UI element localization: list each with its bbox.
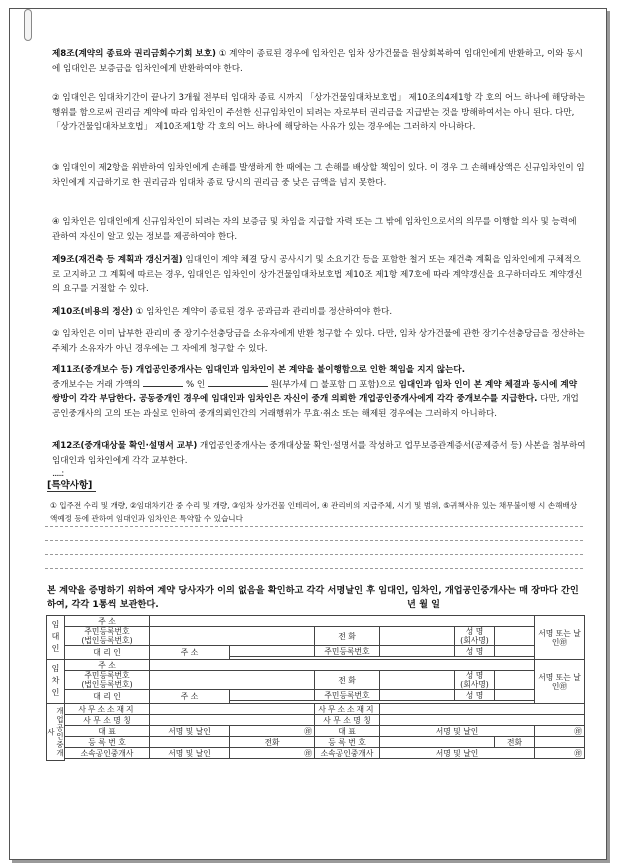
- tenant-label: 임차인: [47, 660, 65, 704]
- broker2-reg-value[interactable]: [380, 737, 495, 748]
- landlord-phone-label: 전 화: [315, 627, 380, 646]
- broker-label: 개업공인중개사: [47, 704, 65, 761]
- landlord-agent-label: 대 리 인: [65, 646, 150, 660]
- special-terms-title: [특약사항]: [47, 477, 96, 492]
- broker2-rep-label: 대 표: [315, 726, 380, 737]
- broker1-affiliated-seal: ㊞: [230, 748, 315, 759]
- article-10-p2: ② 임차인은 이미 납부한 관리비 중 장기수선충당금을 소유자에게 반환 청구할 수 있다. 다만, 임차 상가건물에 관한 장기수선충당금을 정산하는 주체가 소유자가 아닌 경우에는 그 자에게 청구할 수 있다.: [52, 329, 585, 354]
- broker2-office-name-value[interactable]: [380, 715, 585, 726]
- contract-page: [10, 9, 606, 859]
- landlord-agent-spacer: [230, 646, 315, 657]
- broker1-reg-label: 등 록 번 호: [65, 737, 150, 748]
- landlord-address-value[interactable]: [150, 616, 535, 627]
- broker1-office-addr-label: 사무소소재지: [65, 704, 150, 715]
- article-8-p1: 제8조(계약의 종료와 권리금회수기회 보호) ① 계약이 종료된 경우에 임차인은 임차 상가건물을 원상회복하여 임대인에게 반환하고, 이와 동시에 임대인은 보증금을 임차인에게 반환하여야 한다.: [52, 49, 583, 74]
- dots-marker: .....:: [52, 469, 64, 479]
- tenant-name-value[interactable]: [495, 671, 535, 690]
- landlord-agent-reg-value[interactable]: [380, 646, 455, 657]
- special-line-1: [45, 526, 583, 527]
- tenant-reg-value[interactable]: [150, 671, 315, 690]
- landlord-phone-value[interactable]: [380, 627, 455, 646]
- tenant-address-value[interactable]: [150, 660, 535, 671]
- broker2-tel-label: 전화: [495, 737, 535, 748]
- article-9: 제9조(재건축 등 계획과 갱신거절) 임대인이 계약 체결 당시 공사시기 및 소요기간 등을 포함한 철거 또는 재건축 계획을 임차인에게 구체적으로 고지하고 그 계획에 따르는 경우, 임대인은 임차인이 상가건물임대차보호법 제10조 제1항 제7호에 따라 계약갱신을 요구하더라도 계약갱신의 요구를 거절할 수 있다.: [52, 255, 583, 295]
- article-8-p2: ② 임대인은 임대차기간이 끝나기 3개월 전부터 임대차 종료 시까지 「상가건물임대차보호법」 제10조의4제1항 각 호의 어느 하나에 해당하는 행위를 함으로써 권리금 계약에 따라 임차인이 주선한 신규임차인이 되려는 자로부터 권리금을 지급받는 것을 방해하여서는 아니 된다. 다만, 「상가건물임대차보호법」 제10조제1항 각 호의 어느 하나에 해당하는 사유가 있는 경우에는 그러하지 아니하다.: [52, 93, 586, 133]
- special-line-4: [45, 568, 583, 569]
- signature-table: [46, 615, 585, 761]
- article-12: 제12조(중개대상물 확인·설명서 교부) 개업공인중개사는 중개대상물 확인·설명서를 작성하고 업무보증관계증서(공제증서 등) 사본을 첨부하여 임대인과 임차인에게 각각 교부한다.: [52, 441, 586, 466]
- broker2-rep-seal: ㊞: [535, 726, 585, 737]
- landlord-agent-reg-label: 주민등록번호: [315, 646, 380, 657]
- broker1-tel-label: 전화: [230, 737, 315, 748]
- broker2-office-addr-label: 사무소소재지: [315, 704, 380, 715]
- landlord-agent-name-label: 성 명: [455, 646, 495, 657]
- broker1-rep-sign: 서명 및 날인: [150, 726, 230, 737]
- broker2-affiliated-seal: ㊞: [535, 748, 585, 759]
- landlord-agent-address: 주 소: [150, 646, 230, 660]
- broker2-affiliated-label: 소속공인중개사: [315, 748, 380, 759]
- tenant-sign-seal: 서명 또는 날인㊞: [535, 660, 585, 704]
- broker1-office-addr-value[interactable]: [150, 704, 315, 715]
- article-8-p3: ③ 임대인이 제2항을 위반하여 임차인에게 손해를 발생하게 한 때에는 그 손해를 배상할 책임이 있다. 이 경우 그 손해배상액은 신규임차인이 임차인에게 지급하기로 한 권리금과 임대차 종료 당시의 권리금 중 낮은 금액을 넘지 못한다.: [52, 163, 585, 188]
- landlord-reg-value[interactable]: [150, 627, 315, 646]
- broker2-tel-value[interactable]: [535, 737, 585, 748]
- article-10-p1: 제10조(비용의 정산) ① 임차인은 계약이 종료된 경우 공과금과 관리비를 정산하여야 한다.: [52, 307, 393, 317]
- broker1-affiliated-label: 소속공인중개사: [65, 748, 150, 759]
- landlord-sign-seal: 서명 또는 날인㊞: [535, 616, 585, 660]
- signing-statement: 본 계약을 증명하기 위하여 계약 당사자가 이의 없음을 확인하고 각각 서명날인 후 임대인, 임차인, 개업공인중개사는 매 장마다 간인하여, 각각 1통씩 보관한다. 년 월 일: [47, 585, 579, 610]
- special-line-3: [45, 554, 583, 555]
- landlord-name-label: 성 명 (회사명): [455, 627, 495, 646]
- tenant-agent-name-label: 성 명: [455, 690, 495, 701]
- tenant-agent-reg-label: 주민등록번호: [315, 690, 380, 701]
- tenant-phone-value[interactable]: [380, 671, 455, 690]
- broker1-affiliated-sign: 서명 및 날인: [150, 748, 230, 759]
- tenant-address-label: 주 소: [65, 660, 150, 671]
- signing-date: 년 월 일: [407, 599, 441, 610]
- broker2-office-addr-value[interactable]: [380, 704, 585, 715]
- broker2-rep-sign: 서명 및 날인: [380, 726, 535, 737]
- broker1-rep-seal: ㊞: [230, 726, 315, 737]
- broker1-office-name-label: 사 무 소 명 칭: [65, 715, 150, 726]
- article-8-p4: ④ 임차인은 임대인에게 신규임차인이 되려는 자의 보증금 및 차임을 지급할 자력 또는 그 밖에 임차인으로서의 의무를 이행할 의사 및 능력에 관하여 자신이 알고 있는 정보를 제공하여야 한다.: [52, 217, 577, 242]
- landlord-reg-label: 주민등록번호 (법인등록번호): [65, 627, 150, 646]
- special-line-2: [45, 540, 583, 541]
- tenant-agent-label: 대 리 인: [65, 690, 150, 704]
- tenant-agent-spacer: [230, 690, 315, 701]
- special-terms-text: ① 입주전 수리 및 개량, ②임대차기간 중 수리 및 개량, ③임차 상가건물 인테리어, ④ 관리비의 지급주체, 시기 및 범위, ⑤귀책사유 있는 채무불이행 시 손해배상액예정 등에 관하여 임대인과 임차인은 특약할 수 있습니다: [50, 501, 578, 523]
- broker2-reg-label: 등 록 번 호: [315, 737, 380, 748]
- landlord-agent-name-value[interactable]: [495, 646, 535, 657]
- broker1-rep-label: 대 표: [65, 726, 150, 737]
- landlord-address-label: 주 소: [65, 616, 150, 627]
- landlord-name-value[interactable]: [495, 627, 535, 646]
- tenant-name-label: 성 명 (회사명): [455, 671, 495, 690]
- tenant-agent-name-value[interactable]: [495, 690, 535, 701]
- landlord-label: 임대인: [47, 616, 65, 660]
- broker2-office-name-label: 사 무 소 명 칭: [315, 715, 380, 726]
- broker1-office-name-value[interactable]: [150, 715, 315, 726]
- tenant-agent-address: 주 소: [150, 690, 230, 704]
- tenant-agent-reg-value[interactable]: [380, 690, 455, 701]
- article-11: 제11조(중개보수 등) 개업공인중개사는 임대인과 임차인이 본 계약을 불이행함으로 인한 책임을 지지 않는다. 중개보수는 거래 가액의 % 인 원(부가세 □ 불포함 □ 포함)으로 임대인과 임차 인이 본 계약 체결과 동시에 계약 쌍방이 각각 부담한다. 공동중개인 경우에 임대인과 임차인은 자신이 중개 의뢰한 개업공인중개사에게 각각 중개보수를 지급한다. 다만, 개업공인중개사의 고의 또는 과실로 인하여 중개의뢰인간의 거래행위가 무효·취소 또는 해제된 경우에는 그러하지 아니하다.: [52, 365, 579, 419]
- tenant-phone-label: 전 화: [315, 671, 380, 690]
- broker-filler: [65, 759, 585, 761]
- broker2-affiliated-sign: 서명 및 날인: [380, 748, 535, 759]
- document-frame: [9, 8, 607, 860]
- broker1-reg-value[interactable]: [150, 737, 230, 748]
- tenant-reg-label: 주민등록번호 (법인등록번호): [65, 671, 150, 690]
